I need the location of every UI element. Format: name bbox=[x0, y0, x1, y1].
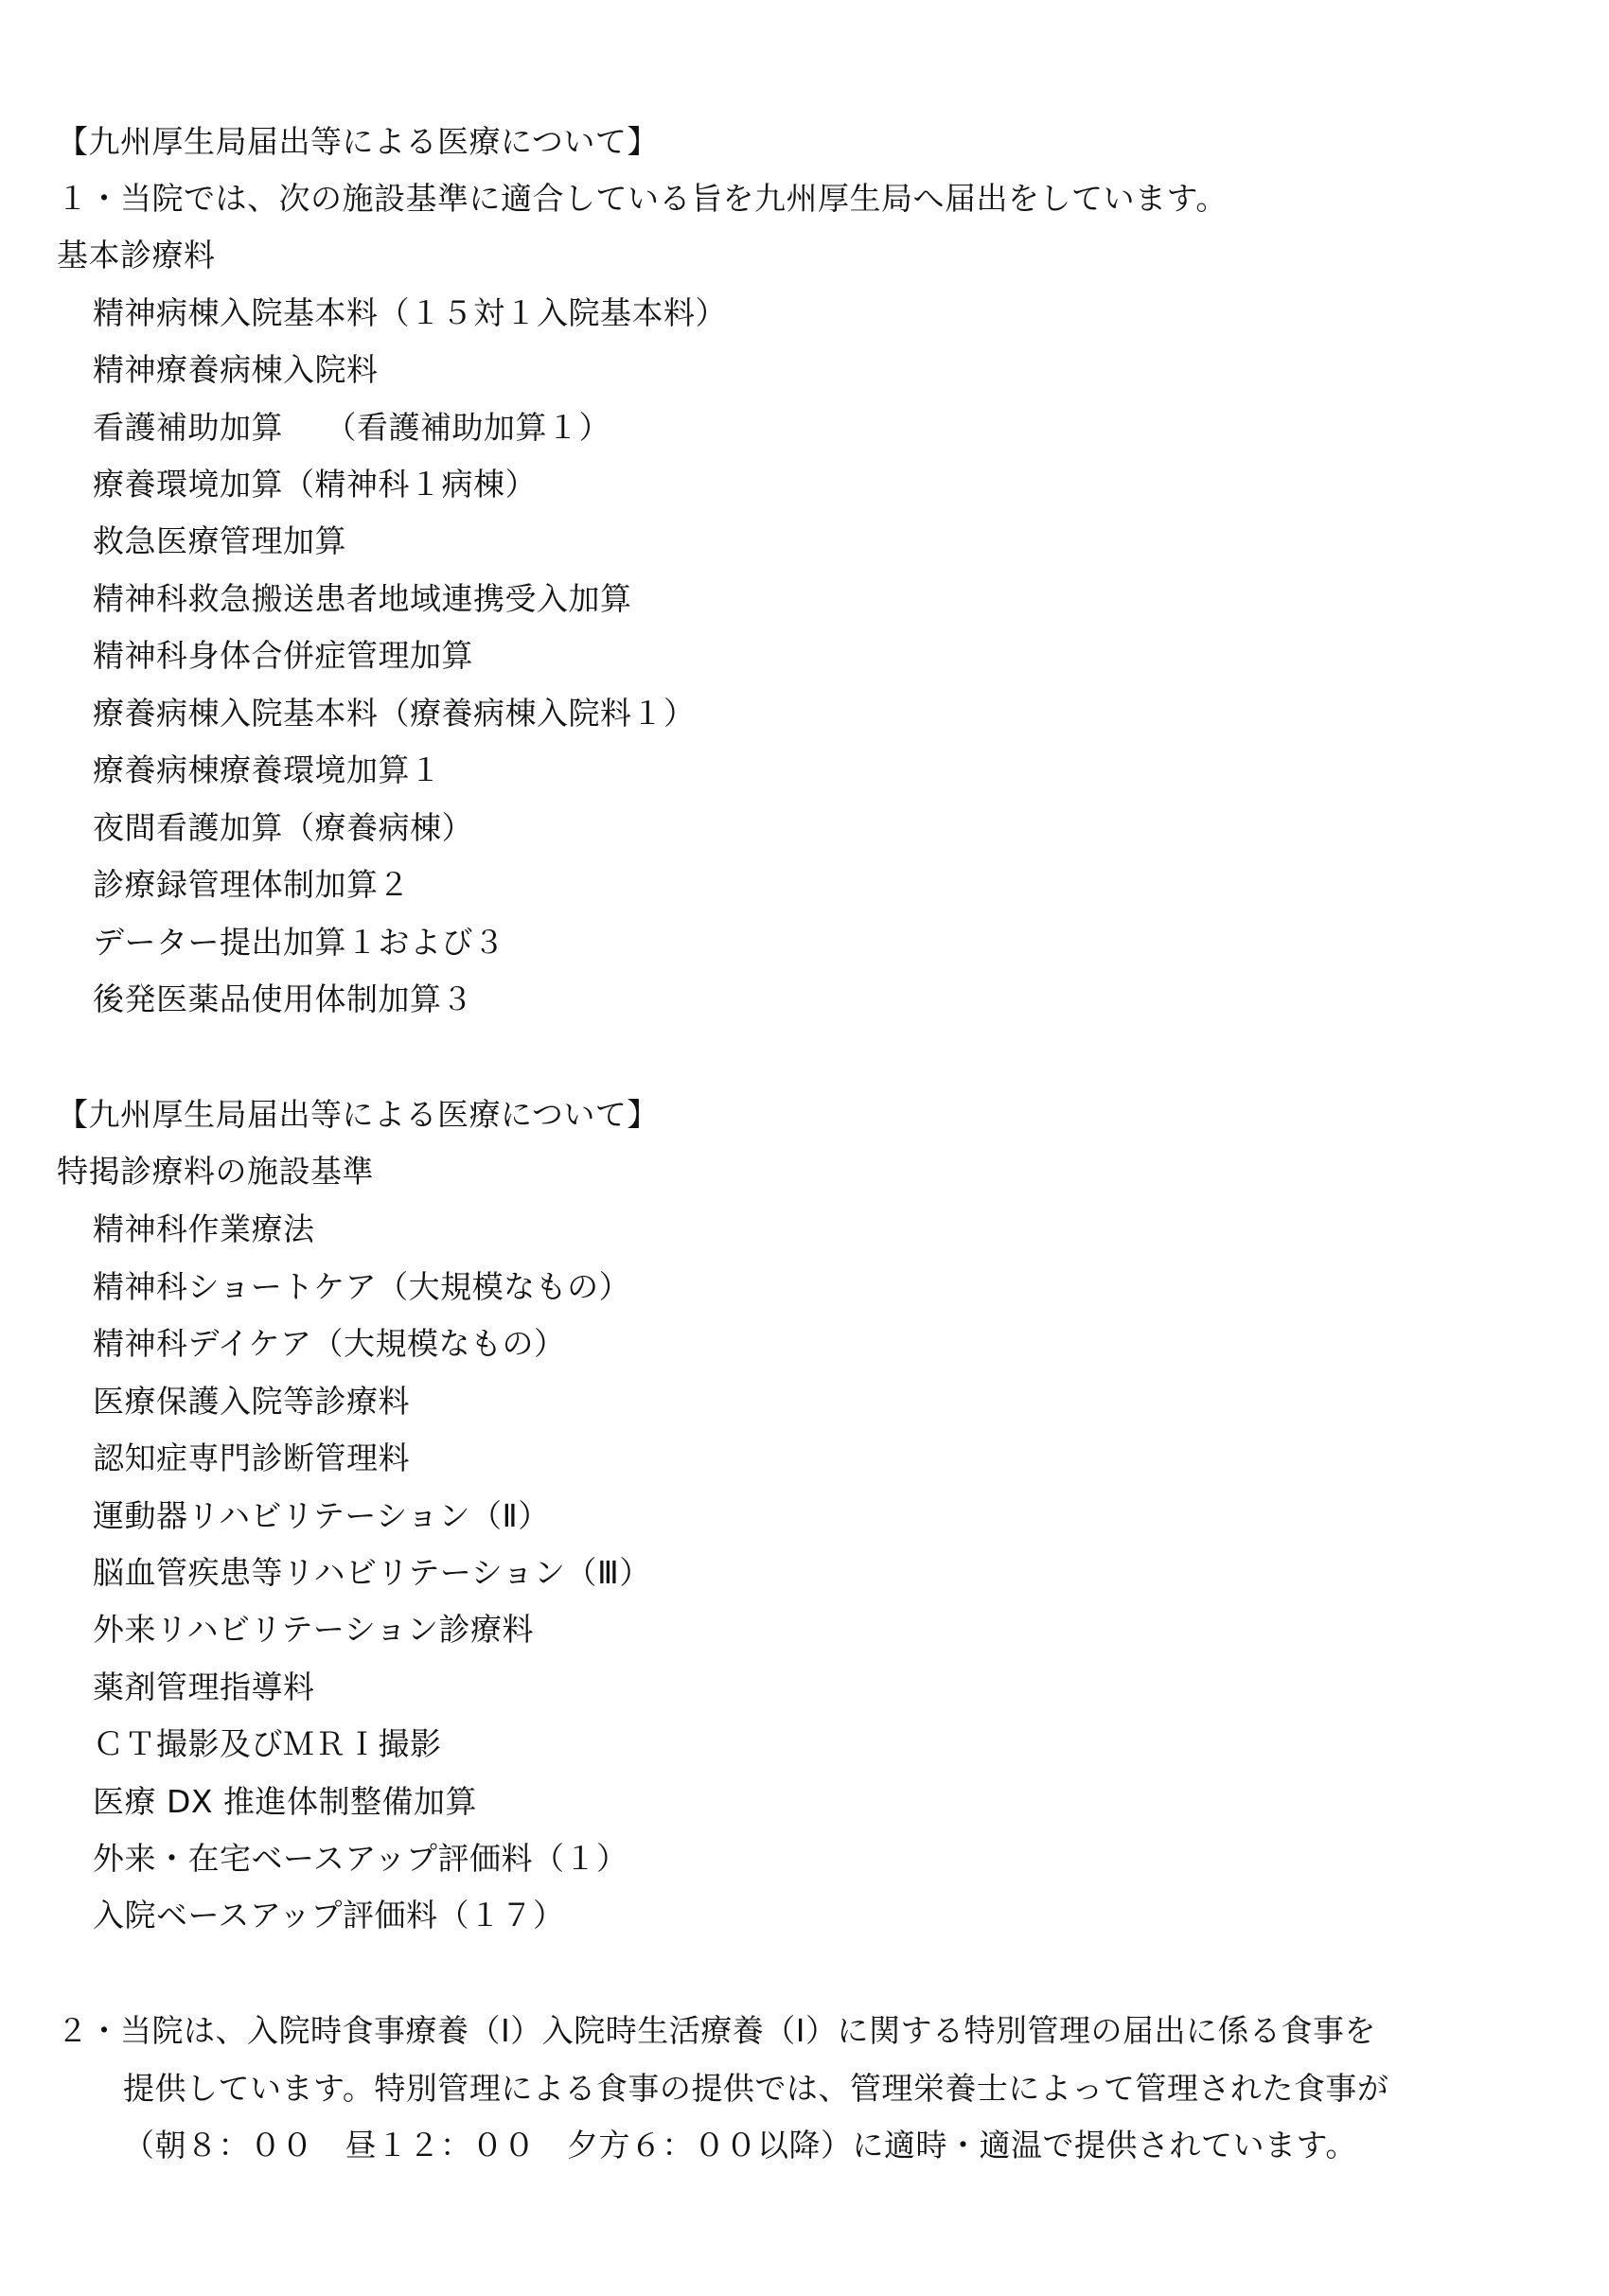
list-item: 療養環境加算（精神科１病棟） bbox=[93, 466, 537, 503]
list-item: 夜間看護加算（療養病棟） bbox=[93, 809, 473, 846]
list-item: 運動器リハビリテーション（Ⅱ） bbox=[93, 1497, 550, 1534]
list-item: 精神科身体合併症管理加算 bbox=[93, 637, 473, 674]
list-item: 医療 DX 推進体制整備加算 bbox=[93, 1783, 477, 1820]
section2-heading: 【九州厚生局届出等による医療について】 bbox=[57, 1096, 659, 1133]
list-item: 精神科作業療法 bbox=[93, 1210, 315, 1247]
list-item: データー提出加算１および３ bbox=[93, 924, 505, 961]
list-item: 救急医療管理加算 bbox=[93, 522, 346, 559]
list-item: 認知症専門診断管理料 bbox=[93, 1439, 410, 1476]
list-item: 精神科ショートケア（大規模なもの） bbox=[93, 1268, 631, 1305]
list-item: 脳血管疾患等リハビリテーション（Ⅲ） bbox=[93, 1554, 651, 1591]
list-item: 薬剤管理指導料 bbox=[93, 1669, 315, 1705]
list-item: 精神科デイケア（大規模なもの） bbox=[93, 1325, 566, 1362]
section1-heading: 【九州厚生局届出等による医療について】 bbox=[57, 123, 659, 160]
section3-line1: ２・当院は、入院時食事療養（Ⅰ）入院時生活療養（Ⅰ）に関する特別管理の届出に係る食事を bbox=[57, 2012, 1376, 2049]
list-item: 看護補助加算 （看護補助加算１） bbox=[93, 409, 610, 446]
section3-line3: （朝８：００ 昼１２：００ 夕方６：００以降）に適時・適温で提供されています。 bbox=[123, 2127, 1357, 2164]
list-item: 入院ベースアップ評価料（１７） bbox=[93, 1897, 565, 1934]
list-item: 精神療養病棟入院料 bbox=[93, 351, 379, 388]
section1-intro: １・当院では、次の施設基準に適合している旨を九州厚生局へ届出をしています。 bbox=[57, 180, 1228, 217]
section2-category: 特掲診療料の施設基準 bbox=[57, 1153, 374, 1190]
list-item: 精神科救急搬送患者地域連携受入加算 bbox=[93, 580, 632, 617]
list-item: 療養病棟入院基本料（療養病棟入院料１） bbox=[93, 695, 696, 732]
list-item: 診療録管理体制加算２ bbox=[93, 866, 410, 903]
list-item: 後発医薬品使用体制加算３ bbox=[93, 980, 473, 1017]
list-item: 療養病棟療養環境加算１ bbox=[93, 751, 442, 788]
list-item: 外来・在宅ベースアップ評価料（１） bbox=[93, 1840, 628, 1877]
list-item: 医療保護入院等診療料 bbox=[93, 1383, 410, 1420]
section1-category: 基本診療料 bbox=[57, 237, 216, 274]
list-item: 精神病棟入院基本料（１５対１入院基本料） bbox=[93, 294, 727, 331]
section3-line2: 提供しています。特別管理による食事の提供では、管理栄養士によって管理された食事が bbox=[123, 2070, 1389, 2107]
list-item: 外来リハビリテーション診療料 bbox=[93, 1611, 535, 1648]
list-item: ＣＴ撮影及びＭＲＩ撮影 bbox=[93, 1725, 442, 1762]
